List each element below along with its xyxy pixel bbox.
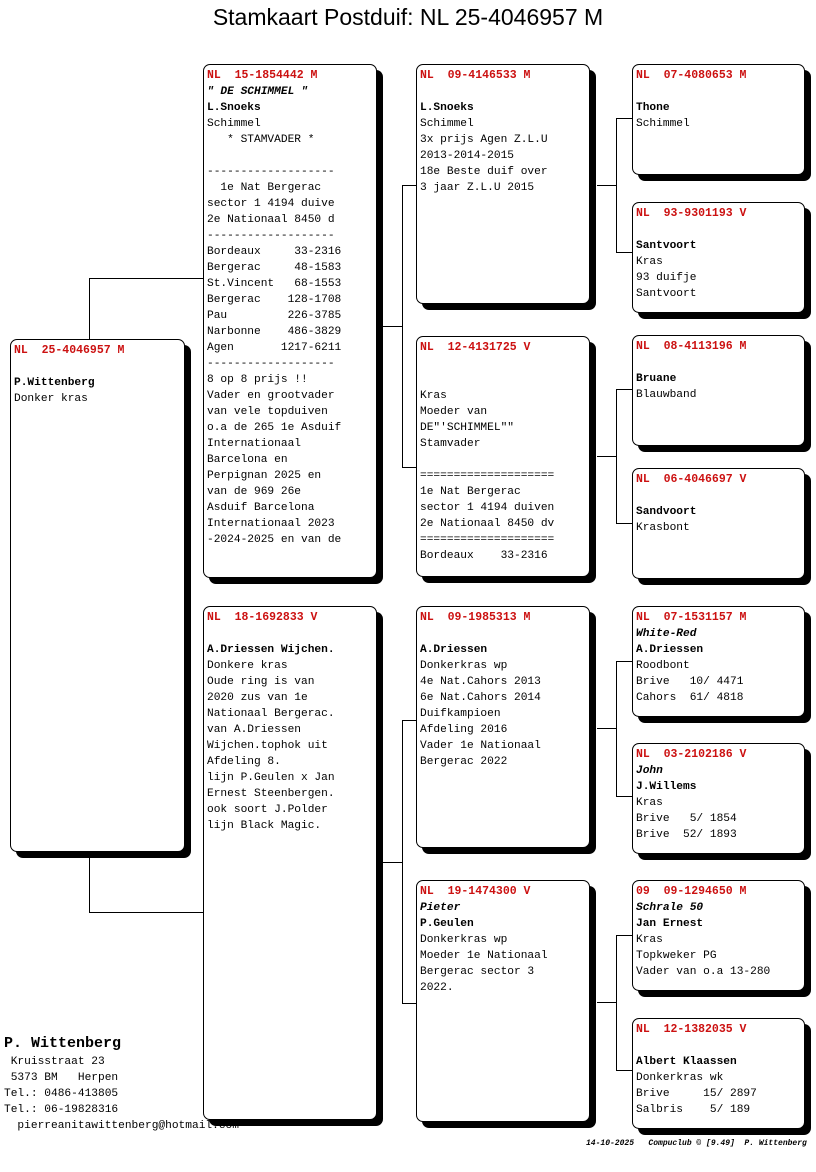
card-line: Asduif Barcelona <box>207 502 315 514</box>
card-line: P.Geulen <box>420 918 474 930</box>
pigeon-card-father <box>203 64 377 578</box>
connector <box>616 118 617 253</box>
owner-address-block <box>4 1034 239 1134</box>
card-line: Kras <box>636 934 663 946</box>
card-line: Donkerkras wp <box>420 934 508 946</box>
card-line: J.Willems <box>636 781 697 793</box>
card-line: Kras <box>636 797 663 809</box>
card-line: Pieter <box>420 902 461 914</box>
card-line: 3x prijs Agen Z.L.U <box>420 134 548 146</box>
card-line: Bergerac 48-1583 <box>207 262 342 274</box>
card-line: Thone <box>636 102 670 114</box>
ring-number: NL 12-1382035 V <box>636 1023 747 1036</box>
ring-number: NL 06-4046697 V <box>636 473 747 486</box>
card-line: A.Driessen <box>636 644 704 656</box>
card-line: 2013-2014-2015 <box>420 150 514 162</box>
card-line: Brive 15/ 2897 <box>636 1088 757 1100</box>
pigeon-card-subject <box>10 339 185 852</box>
connector <box>402 1003 417 1004</box>
card-line: 4e Nat.Cahors 2013 <box>420 676 541 688</box>
card-line: Schimmel <box>636 118 690 130</box>
card-line: P.Wittenberg <box>14 377 95 389</box>
pigeon-card-father-mother <box>416 336 590 577</box>
connector <box>597 456 616 457</box>
card-line: 2e Nationaal 8450 dv <box>420 518 555 530</box>
card-line: Bergerac 2022 <box>420 756 508 768</box>
owner-phone-1: Tel.: 0486-413805 <box>4 1088 119 1100</box>
card-line: 3 jaar Z.L.U 2015 <box>420 182 535 194</box>
card-line: Schrale 50 <box>636 902 704 914</box>
card-line <box>420 452 586 468</box>
card-line: Internationaal 2023 <box>207 518 335 530</box>
card-line: van vele topduiven <box>207 406 328 418</box>
card-line: Internationaal <box>207 438 301 450</box>
card-line: 1e Nat Bergerac <box>207 182 322 194</box>
card-line: A.Driessen <box>420 644 488 656</box>
card-line: * STAMVADER * <box>207 134 315 146</box>
card-line <box>207 148 373 164</box>
ring-number: NL 07-1531157 M <box>636 611 747 624</box>
connector <box>616 523 632 524</box>
card-line: L.Snoeks <box>207 102 261 114</box>
card-line: Kras <box>420 390 447 402</box>
pigeon-card-fm-mother <box>632 468 805 579</box>
pigeon-card-mm-mother <box>632 1018 805 1129</box>
card-line: Blauwband <box>636 389 697 401</box>
ring-number: NL 25-4046957 M <box>14 344 125 357</box>
pigeon-card-mother-mother <box>416 880 590 1122</box>
card-line: o.a de 265 1e Asduif <box>207 422 342 434</box>
card-line: Santvoort <box>636 288 697 300</box>
connector <box>402 720 403 1004</box>
card-line: ook soort J.Polder <box>207 804 328 816</box>
connector <box>616 118 632 119</box>
ring-number: NL 19-1474300 V <box>420 885 531 898</box>
connector <box>89 278 204 279</box>
owner-email[interactable]: pierreanitawittenberg@hotmail.com <box>4 1120 239 1132</box>
card-line: Donker kras <box>14 393 88 405</box>
card-line <box>636 1038 801 1054</box>
card-line <box>636 355 801 371</box>
card-line: Barcelona en <box>207 454 288 466</box>
card-line: Ernest Steenbergen. <box>207 788 335 800</box>
connector <box>616 935 632 936</box>
card-line: A.Driessen Wijchen. <box>207 644 335 656</box>
connector <box>383 326 402 327</box>
connector <box>597 728 616 729</box>
card-line: 8 op 8 prijs !! <box>207 374 308 386</box>
card-line: van A.Driessen <box>207 724 301 736</box>
pigeon-card-mf-father <box>632 606 805 717</box>
card-line: Salbris 5/ 189 <box>636 1104 751 1116</box>
card-line: Stamvader <box>420 438 481 450</box>
card-line: Kras <box>636 256 663 268</box>
card-line: Brive 5/ 1854 <box>636 813 737 825</box>
footer-credit: 14-10-2025 Compuclub © [9.49] P. Wittenberg <box>586 1139 807 1148</box>
pigeon-card-fm-father <box>632 335 805 446</box>
pigeon-card-ff-mother <box>632 202 805 313</box>
connector <box>616 389 617 524</box>
card-line: ==================== <box>420 534 555 546</box>
card-line <box>14 359 181 375</box>
connector <box>616 661 617 797</box>
connector <box>89 852 90 912</box>
connector <box>402 185 403 468</box>
card-line <box>636 222 801 238</box>
card-line: 18e Beste duif over <box>420 166 548 178</box>
card-line <box>636 84 801 100</box>
card-line <box>420 372 586 388</box>
card-line: Afdeling 8. <box>207 756 281 768</box>
card-line: 6e Nat.Cahors 2014 <box>420 692 541 704</box>
ring-number: NL 09-4146533 M <box>420 69 531 82</box>
connector <box>89 912 204 913</box>
connector <box>616 389 632 390</box>
card-line: Moeder 1e Nationaal <box>420 950 548 962</box>
pigeon-card-ff-father <box>632 64 805 175</box>
card-line: Donkere kras <box>207 660 288 672</box>
card-line: ==================== <box>420 470 555 482</box>
card-line: lijn P.Geulen x Jan <box>207 772 335 784</box>
connector <box>616 1070 632 1071</box>
card-line: Schimmel <box>420 118 474 130</box>
card-line: Duifkampioen <box>420 708 501 720</box>
card-line: Oude ring is van <box>207 676 315 688</box>
ring-number: NL 18-1692833 V <box>207 611 318 624</box>
card-line: Narbonne 486-3829 <box>207 326 342 338</box>
card-line: -2024-2025 en van de <box>207 534 342 546</box>
card-line: Vader en grootvader <box>207 390 335 402</box>
pigeon-card-mm-father <box>632 880 805 991</box>
card-line: Sandvoort <box>636 506 697 518</box>
card-line: van de 969 26e <box>207 486 301 498</box>
card-line <box>207 626 373 642</box>
card-line: Vader van o.a 13-280 <box>636 966 771 978</box>
page-title: Stamkaart Postduif: NL 25-4046957 M <box>212 4 604 30</box>
card-line: Cahors 61/ 4818 <box>636 692 744 704</box>
owner-name: P. Wittenberg <box>4 1035 122 1052</box>
ring-number: NL 03-2102186 V <box>636 748 747 761</box>
card-line: Brive 52/ 1893 <box>636 829 737 841</box>
card-line: Bordeaux 33-2316 <box>420 550 548 562</box>
card-line: Bergerac 128-1708 <box>207 294 342 306</box>
connector <box>616 935 617 1071</box>
card-line: 2022. <box>420 982 454 994</box>
card-line: Krasbont <box>636 522 690 534</box>
pigeon-card-father-father <box>416 64 590 304</box>
card-line: L.Snoeks <box>420 102 474 114</box>
card-line: Vader 1e Nationaal <box>420 740 541 752</box>
card-line: Bordeaux 33-2316 <box>207 246 342 258</box>
card-line: 1e Nat Bergerac <box>420 486 521 498</box>
owner-street: Kruisstraat 23 <box>4 1056 105 1068</box>
card-line <box>420 356 586 372</box>
ring-number: 09 09-1294650 M <box>636 885 747 898</box>
card-line: Bruane <box>636 373 677 385</box>
ring-number: NL 15-1854442 M <box>207 69 318 82</box>
card-line: Moeder van <box>420 406 488 418</box>
card-line: John <box>636 765 663 777</box>
connector <box>597 1002 616 1003</box>
connector <box>616 796 632 797</box>
connector <box>402 185 417 186</box>
card-line: Topkweker PG <box>636 950 717 962</box>
connector <box>616 661 632 662</box>
owner-city: 5373 BM Herpen <box>4 1072 119 1084</box>
card-line <box>420 626 586 642</box>
card-line: " DE SCHIMMEL " <box>207 86 308 98</box>
card-line: 2e Nationaal 8450 d <box>207 214 335 226</box>
card-line: White-Red <box>636 628 697 640</box>
card-line: 93 duifje <box>636 272 697 284</box>
card-line <box>420 84 586 100</box>
card-line: Albert Klaassen <box>636 1056 737 1068</box>
connector <box>616 252 632 253</box>
card-line: 2020 zus van 1e <box>207 692 308 704</box>
card-line: Donkerkras wp <box>420 660 508 672</box>
card-line: Schimmel <box>207 118 261 130</box>
card-line: ------------------- <box>207 358 335 370</box>
card-line: Perpignan 2025 en <box>207 470 322 482</box>
card-line: Wijchen.tophok uit <box>207 740 328 752</box>
ring-number: NL 08-4113196 M <box>636 340 747 353</box>
connector <box>402 467 417 468</box>
card-line: Roodbont <box>636 660 690 672</box>
ring-number: NL 93-9301193 V <box>636 207 747 220</box>
card-line: ------------------- <box>207 230 335 242</box>
card-line <box>636 488 801 504</box>
owner-phone-2: Tel.: 06-19828316 <box>4 1104 119 1116</box>
card-line: Brive 10/ 4471 <box>636 676 744 688</box>
card-line: DE"'SCHIMMEL"" <box>420 422 514 434</box>
card-line: Santvoort <box>636 240 697 252</box>
card-line: Bergerac sector 3 <box>420 966 535 978</box>
connector <box>383 862 402 863</box>
ring-number: NL 09-1985313 M <box>420 611 531 624</box>
card-line: sector 1 4194 duive <box>207 198 335 210</box>
ring-number: NL 12-4131725 V <box>420 341 531 354</box>
card-line: lijn Black Magic. <box>207 820 322 832</box>
card-line: Pau 226-3785 <box>207 310 342 322</box>
connector <box>89 278 90 340</box>
pigeon-card-mf-mother <box>632 743 805 854</box>
card-line: Nationaal Bergerac. <box>207 708 335 720</box>
card-line: Jan Ernest <box>636 918 704 930</box>
card-line: Afdeling 2016 <box>420 724 508 736</box>
connector <box>597 185 616 186</box>
card-line: St.Vincent 68-1553 <box>207 278 342 290</box>
card-line: Donkerkras wk <box>636 1072 724 1084</box>
card-line: sector 1 4194 duiven <box>420 502 555 514</box>
card-line: Agen 1217-6211 <box>207 342 342 354</box>
card-line: ------------------- <box>207 166 335 178</box>
connector <box>402 720 417 721</box>
pigeon-card-mother-father <box>416 606 590 848</box>
ring-number: NL 07-4080653 M <box>636 69 747 82</box>
